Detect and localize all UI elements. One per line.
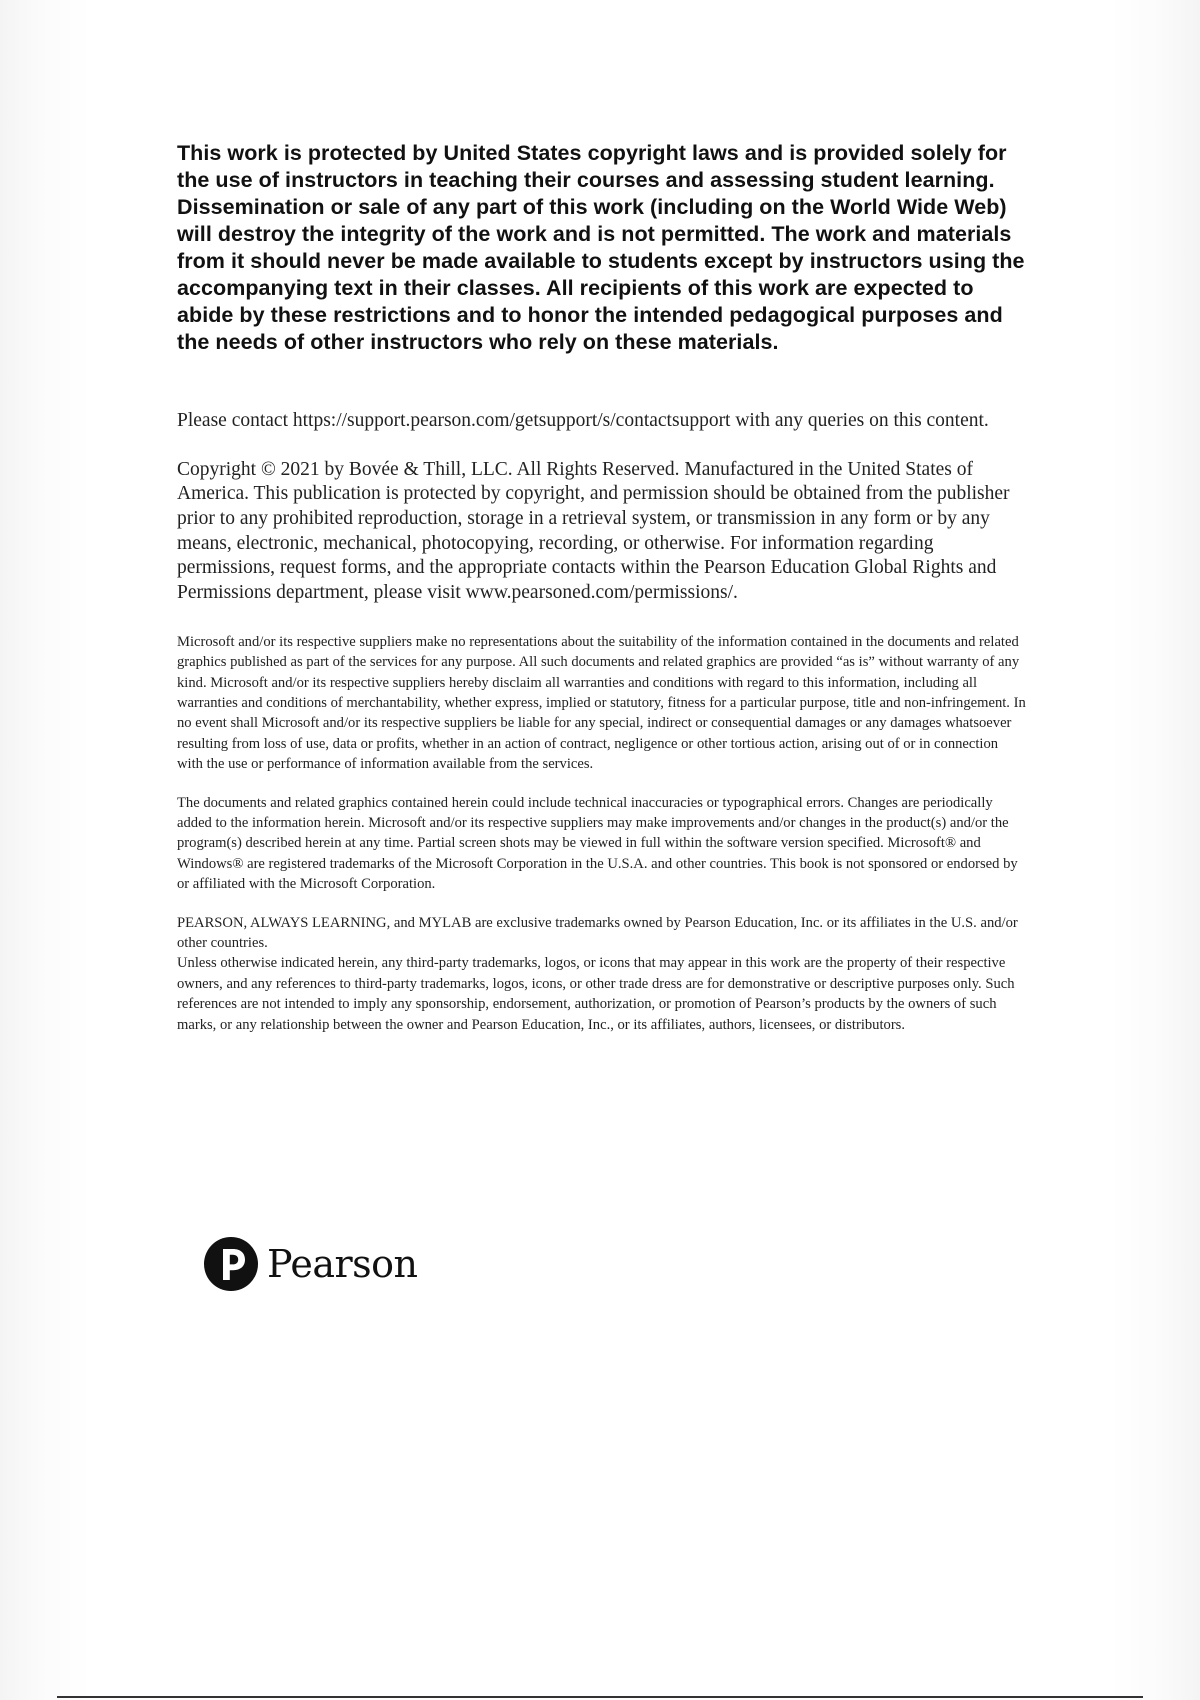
copyright-page-content <box>177 140 1027 1035</box>
support-contact-text: Please contact https://support.pearson.com/getsupport/s/contactsupport with any queries on this content. <box>177 410 989 431</box>
third-party-trademarks-statement: Unless otherwise indicated herein, any third-party trademarks, logos, or icons that may appear in this work are the property of their respective owners, and any references to third-party trademarks, logos, icons, or other trade dress are for demonstrative or descriptive purposes only. Such references are not intended to imply any sponsorship, endorsement, authorization, or promotion of Pearson’s products by the owners of such marks, or any relationship between the owner and Pearson Education, Inc., or its affiliates, authors, licensees, or distributors. <box>177 955 1015 1033</box>
pearson-logo <box>203 1234 418 1294</box>
copyright-statement: Copyright © 2021 by Bovée & Thill, LLC. All Rights Reserved. Manufactured in the United States of America. This publication is protected by copyright, and permission should be obtained from the publisher prior to any prohibited reproduction, storage in a retrieval system, or transmission in any form or by any means, electronic, mechanical, photocopying, recording, or otherwise. For information regarding permissions, request forms, and the appropriate contacts within the Pearson Education Global Rights and Permissions department, please visit www.pearsoned.com/permissions/. <box>177 458 1010 604</box>
trademarks-statement: PEARSON, ALWAYS LEARNING, and MYLAB are exclusive trademarks owned by Pearson Education, Inc. or its affiliates in the U.S. and/or other countries. <box>177 914 1018 951</box>
pearson-p-icon <box>203 1236 259 1292</box>
pearson-wordmark: Pearson <box>267 1242 418 1286</box>
microsoft-disclaimer: Microsoft and/or its respective suppliers make no representations about the suitability of the information contained in the documents and related graphics published as part of the services for any purpose. All such documents and related graphics are provided “as is” without warranty of any kind. Microsoft and/or its respective suppliers hereby disclaim all warranties and conditions with regard to this information, including all warranties and conditions of merchantability, whether express, implied or statutory, fitness for a particular purpose, title and non-infringement. In no event shall Microsoft and/or its respective suppliers be liable for any special, indirect or consequential damages or any damages whatsoever resulting from loss of use, data or profits, whether in an action of contract, negligence or other tortious action, arising out of or in connection with the use or performance of information available from the services. <box>177 633 1026 773</box>
instructor-use-notice: This work is protected by United States copyright laws and is provided solely for the use of instructors in teaching their courses and assessing student learning. Dissemination or sale of any part of this work (including on the World Wide Web) will destroy the integrity of the work and is not permitted. The work and materials from it should never be made available to students except by instructors using the accompanying text in their classes. All recipients of this work are expected to abide by these restrictions and to honor the intended pedagogical purposes and the needs of other instructors who rely on these materials. <box>177 141 1025 354</box>
documents-disclaimer: The documents and related graphics contained herein could include technical inaccuracies or typographical errors. Changes are periodically added to the information herein. Microsoft and/or its respective suppliers may make improvements and/or changes in the product(s) and/or the program(s) described herein at any time. Partial screen shots may be viewed in full within the software version specified. Microsoft® and Windows® are registered trademarks of the Microsoft Corporation in the U.S.A. and other countries. This book is not sponsored or endorsed by or affiliated with the Microsoft Corporation. <box>177 794 1018 893</box>
page-bottom-rule <box>57 1696 1143 1698</box>
